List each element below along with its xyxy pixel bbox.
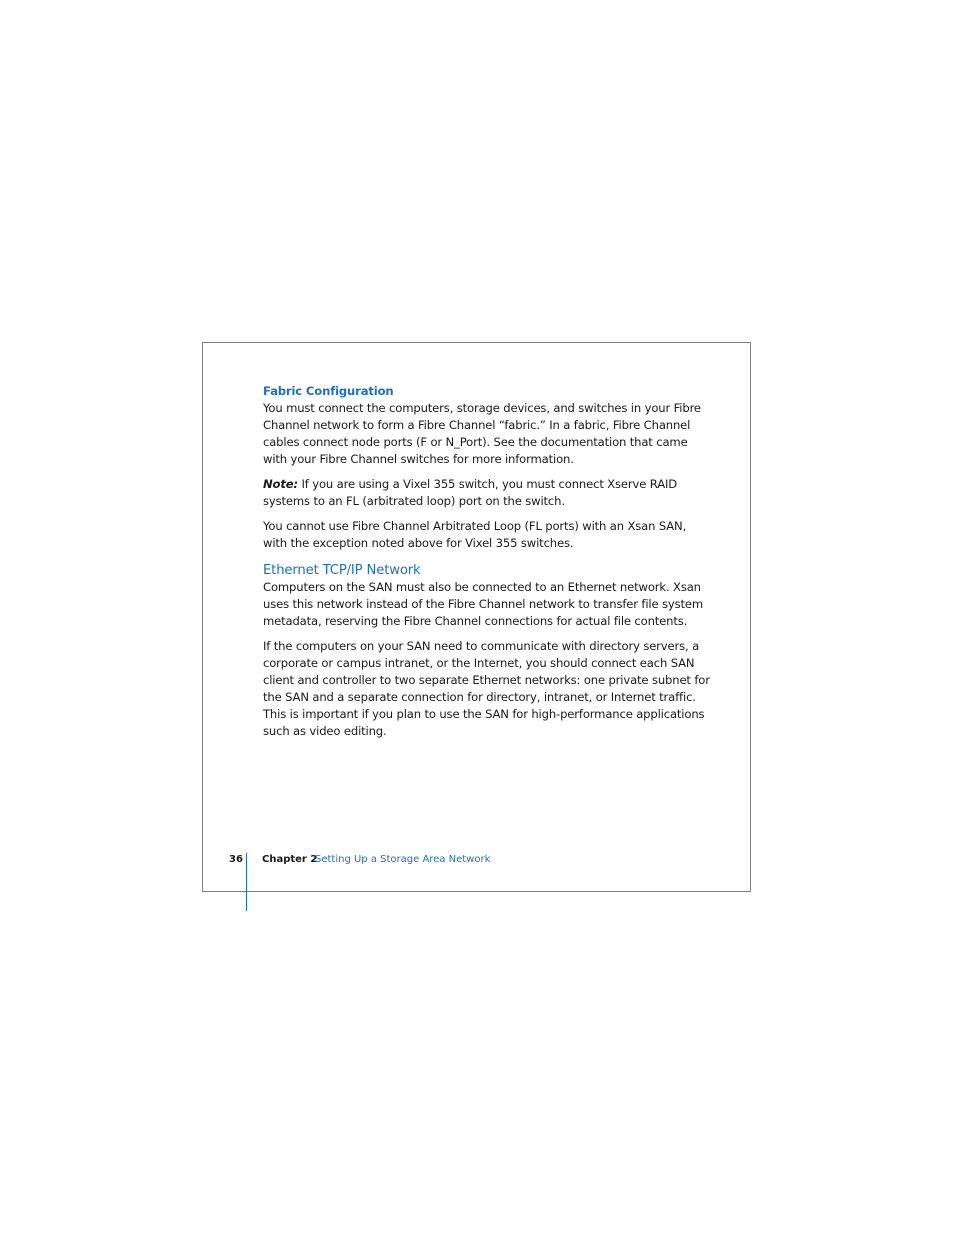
note-label: Note: <box>263 477 298 491</box>
fabric-note <box>263 476 711 510</box>
footer-divider <box>246 853 247 911</box>
fabric-configuration-heading: Fabric Configuration <box>263 384 394 398</box>
page-number: 36 <box>229 854 243 865</box>
page-content <box>263 383 711 740</box>
fabric-paragraph-1: You must connect the computers, storage devices, and switches in your Fibre Channel network to form a Fibre Channel “fabric.” In a fabric, Fibre Channel cables connect node ports (F or N_Port). See the documentation that came with your Fibre Channel switches for more information. <box>263 401 701 466</box>
note-text: If you are using a Vixel 355 switch, you must connect Xserve RAID systems to an FL (arbitrated loop) port on the switch. <box>263 477 678 508</box>
ethernet-paragraph-2: If the computers on your SAN need to communicate with directory servers, a corporate or campus intranet, or the Internet, you should connect each SAN client and controller to two separate Ethernet networks: one private subnet for the SAN and a separate connection for directory, intranet, or Internet traffic. This is important if you plan to use the SAN for high-performance applications such as video editing. <box>263 639 710 738</box>
ethernet-paragraph-1: Computers on the SAN must also be connected to an Ethernet network. Xsan uses this network instead of the Fibre Channel network to transfer file system metadata, reserving the Fibre Channel connections for actual file contents. <box>263 580 704 628</box>
chapter-label: Chapter 2 <box>262 854 318 865</box>
fabric-paragraph-2: You cannot use Fibre Channel Arbitrated Loop (FL ports) with an Xsan SAN, with the exception noted above for Vixel 355 switches. <box>263 519 687 550</box>
ethernet-section-heading: Ethernet TCP/IP Network <box>263 563 421 578</box>
chapter-title: Setting Up a Storage Area Network <box>315 854 491 865</box>
